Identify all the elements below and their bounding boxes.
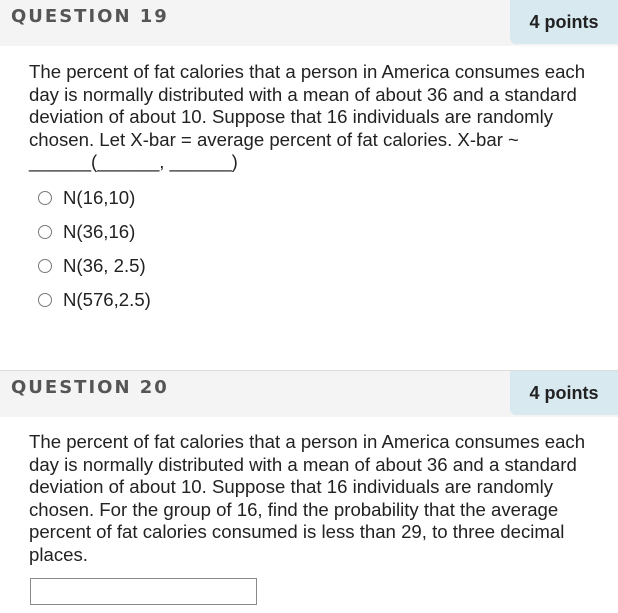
- radio-button[interactable]: [38, 259, 52, 273]
- option-n36-16[interactable]: [38, 215, 151, 249]
- points-badge: 4 points: [510, 371, 618, 415]
- option-n16-10[interactable]: [38, 181, 151, 215]
- answer-input[interactable]: [30, 578, 257, 605]
- radio-button[interactable]: [38, 191, 52, 205]
- radio-button[interactable]: [38, 293, 52, 307]
- option-label: N(16,10): [63, 187, 136, 208]
- question-header: [0, 371, 618, 417]
- option-label: N(576,2.5): [63, 289, 151, 310]
- option-label: N(36, 2.5): [63, 255, 146, 276]
- question-header: [0, 0, 618, 46]
- answer-options: [38, 181, 151, 317]
- question-title: QUESTION 19: [11, 6, 169, 27]
- points-badge: 4 points: [510, 0, 618, 44]
- option-label: N(36,16): [63, 221, 136, 242]
- radio-button[interactable]: [38, 225, 52, 239]
- option-n576-2-5[interactable]: [38, 283, 151, 317]
- question-20: [0, 370, 618, 565]
- option-n36-2-5[interactable]: [38, 249, 151, 283]
- question-text: The percent of fat calories that a person in America consumes each day is normally distributed with a mean of about 36 and a standard deviation of about 10. Suppose that 16 individuals are randomly chosen. For the group of 16, find the probability that the average percent of fat calories consumed is less than 29, to three decimal places.: [29, 431, 586, 565]
- question-title: QUESTION 20: [11, 377, 169, 398]
- question-text: The percent of fat calories that a person in America consumes each day is normally distributed with a mean of about 36 and a standard deviation of about 10. Suppose that 16 individuals are randomly chosen. Let X-bar = average percent of fat calories. X-bar ~ ______(______, ______): [29, 61, 586, 172]
